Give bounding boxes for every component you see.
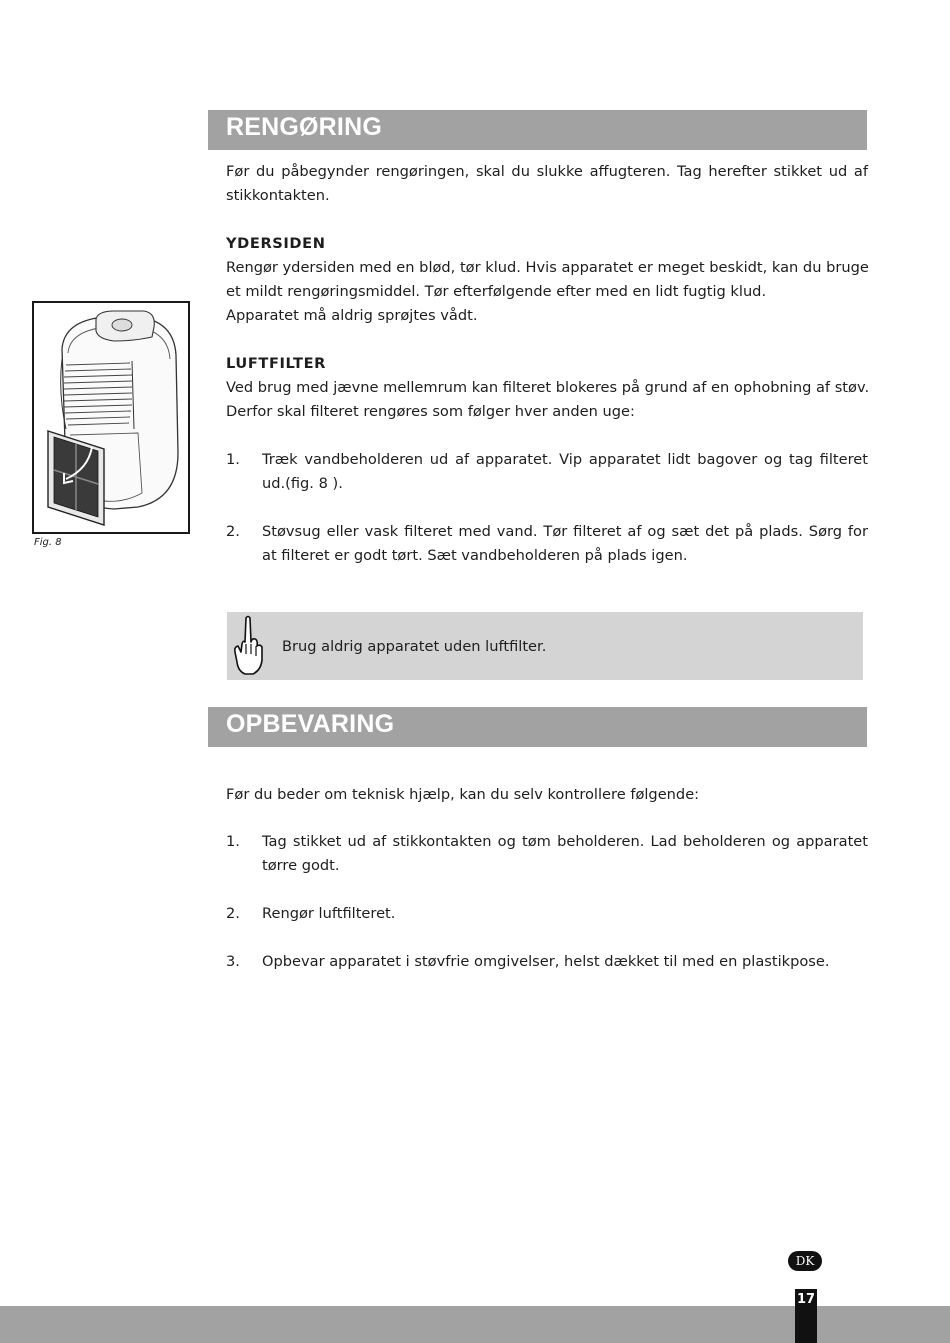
storage-step-2-number: 2. bbox=[226, 905, 240, 922]
subheading-outside: YDERSIDEN bbox=[226, 235, 326, 252]
subheading-filter: LUFTFILTER bbox=[226, 355, 326, 372]
figure-8-illustration bbox=[32, 301, 190, 534]
warning-note bbox=[227, 612, 863, 680]
section-header-cleaning bbox=[208, 110, 867, 150]
filter-intro: Ved brug med jævne mellemrum kan filteret blokeres på grund af en ophobning af støv. Derfor skal filteret rengøres som følger hver anden uge: bbox=[226, 379, 870, 420]
filter-step-1-text: Træk vandbeholderen ud af apparatet. Vip apparatet lidt bagover og tag filteret ud.(fig. 8 ). bbox=[262, 451, 868, 492]
storage-step-3-text: Opbevar apparatet i støvfrie omgivelser, helst dækket til med en plastikpose. bbox=[262, 953, 830, 970]
warning-note-text: Brug aldrig apparatet uden luftfilter. bbox=[282, 638, 547, 655]
section-header-storage bbox=[208, 707, 867, 747]
outside-warning: Apparatet må aldrig sprøjtes vådt. bbox=[226, 307, 478, 324]
storage-step-1-text: Tag stikket ud af stikkontakten og tøm beholderen. Lad beholderen og apparatet tørre godt. bbox=[262, 833, 868, 874]
dehumidifier-filter-illustration bbox=[34, 303, 188, 532]
cleaning-intro: Før du påbegynder rengøringen, skal du slukke affugteren. Tag herefter stikket ud af stikkontakten. bbox=[226, 163, 868, 204]
storage-step-2-text: Rengør luftfilteret. bbox=[262, 905, 396, 922]
pointing-hand-icon bbox=[231, 614, 265, 680]
filter-step-2-number: 2. bbox=[226, 523, 240, 540]
storage-intro: Før du beder om teknisk hjælp, kan du selv kontrollere følgende: bbox=[226, 786, 700, 803]
filter-step-1-number: 1. bbox=[226, 451, 240, 468]
page-number-text: 17 bbox=[796, 1292, 816, 1307]
section-title-storage: OPBEVARING bbox=[226, 710, 395, 738]
storage-step-3-number: 3. bbox=[226, 953, 240, 970]
language-badge: DK bbox=[788, 1251, 822, 1271]
page-number bbox=[795, 1289, 817, 1343]
section-title-cleaning: RENGØRING bbox=[226, 113, 382, 141]
storage-step-1-number: 1. bbox=[226, 833, 240, 850]
outside-text: Rengør ydersiden med en blød, tør klud. Hvis apparatet er meget beskidt, kan du bruge et mildt rengøringsmiddel. Tør efterfølgende efter med en lidt fugtig klud. bbox=[226, 259, 869, 300]
filter-step-2-text: Støvsug eller vask filteret med vand. Tør filteret af og sæt det på plads. Sørg for at filteret er godt tørt. Sæt vandbeholderen på plads igen. bbox=[262, 523, 868, 564]
figure-caption: Fig. 8 bbox=[34, 537, 62, 548]
